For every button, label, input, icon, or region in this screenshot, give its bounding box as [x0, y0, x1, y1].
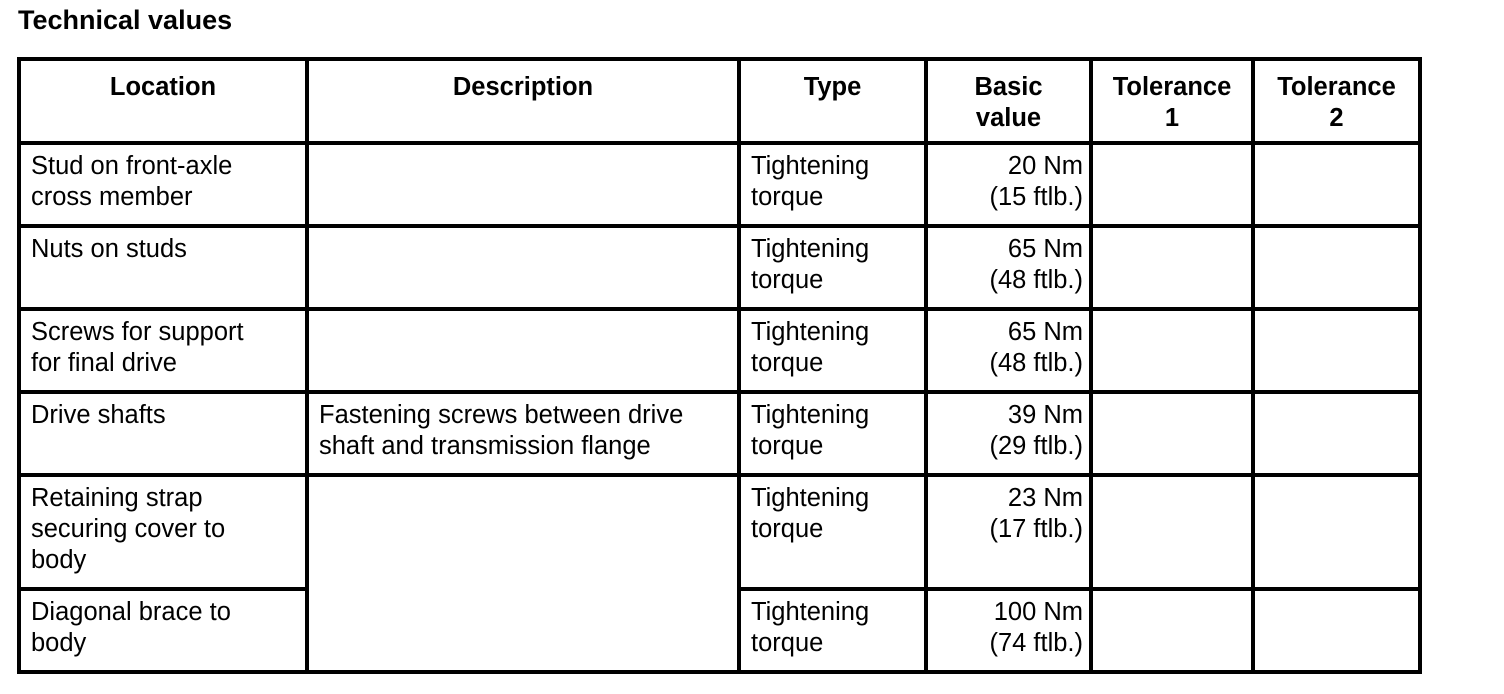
cell-type: Tightening torque — [739, 475, 926, 589]
cell-tolerance-2 — [1253, 309, 1420, 392]
table-row — [19, 475, 1420, 589]
cell-tolerance-2 — [1253, 392, 1420, 475]
header-tolerance-2: Tolerance 2 — [1253, 59, 1420, 143]
cell-tolerance-1 — [1091, 392, 1253, 475]
table-row — [19, 309, 1420, 392]
cell-description — [307, 226, 739, 309]
cell-location: Diagonal brace to body — [19, 589, 307, 672]
page-title: Technical values — [18, 5, 233, 35]
cell-location: Nuts on studs — [19, 226, 307, 309]
table-row — [19, 226, 1420, 309]
header-basic-value: Basic value — [926, 59, 1091, 143]
cell-type: Tightening torque — [739, 143, 926, 226]
cell-basic-value: 65 Nm (48 ftlb.) — [926, 309, 1091, 392]
technical-values-table — [17, 57, 1422, 674]
cell-type: Tightening torque — [739, 589, 926, 672]
cell-tolerance-1 — [1091, 309, 1253, 392]
cell-basic-value: 100 Nm (74 ftlb.) — [926, 589, 1091, 672]
cell-location: Drive shafts — [19, 392, 307, 475]
cell-description: Fastening screws between drive shaft and transmission flange — [307, 392, 739, 475]
cell-basic-value: 39 Nm (29 ftlb.) — [926, 392, 1091, 475]
header-location: Location — [19, 59, 307, 143]
cell-description — [307, 309, 739, 392]
cell-type: Tightening torque — [739, 392, 926, 475]
cell-basic-value: 20 Nm (15 ftlb.) — [926, 143, 1091, 226]
header-description: Description — [307, 59, 739, 143]
table-row — [19, 143, 1420, 226]
cell-tolerance-2 — [1253, 589, 1420, 672]
cell-tolerance-2 — [1253, 143, 1420, 226]
cell-tolerance-1 — [1091, 589, 1253, 672]
cell-description — [307, 143, 739, 226]
cell-description — [307, 475, 739, 672]
cell-type: Tightening torque — [739, 226, 926, 309]
cell-location: Retaining strap securing cover to body — [19, 475, 307, 589]
header-tolerance-1: Tolerance 1 — [1091, 59, 1253, 143]
cell-basic-value: 65 Nm (48 ftlb.) — [926, 226, 1091, 309]
cell-basic-value: 23 Nm (17 ftlb.) — [926, 475, 1091, 589]
cell-tolerance-1 — [1091, 475, 1253, 589]
cell-tolerance-1 — [1091, 226, 1253, 309]
cell-tolerance-1 — [1091, 143, 1253, 226]
table-row — [19, 392, 1420, 475]
table-header-row — [19, 59, 1420, 143]
cell-location: Stud on front-axle cross member — [19, 143, 307, 226]
cell-location: Screws for support for final drive — [19, 309, 307, 392]
cell-tolerance-2 — [1253, 226, 1420, 309]
cell-type: Tightening torque — [739, 309, 926, 392]
header-type: Type — [739, 59, 926, 143]
cell-tolerance-2 — [1253, 475, 1420, 589]
